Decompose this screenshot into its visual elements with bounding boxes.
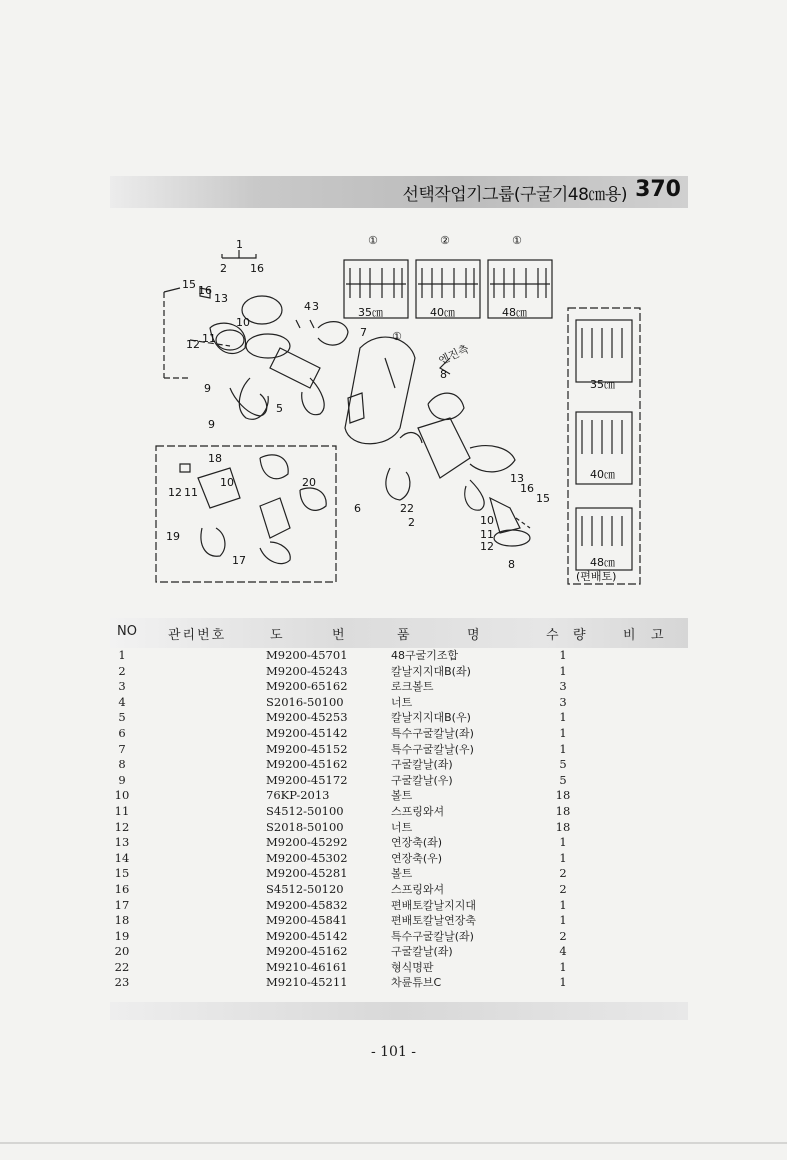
exploded-parts-diagram <box>150 228 660 600</box>
cell-name: 편배토칼날연장축 <box>391 914 477 928</box>
table-row <box>0 929 787 945</box>
cell-qty: 1 <box>559 897 567 912</box>
diagram-label: 11 <box>184 486 198 499</box>
table-row <box>0 679 787 695</box>
cell-name: 연장축(좌) <box>391 836 443 850</box>
cell-no: 6 <box>118 725 126 740</box>
cell-part: M9200-45152 <box>266 741 348 756</box>
cell-part: M9200-45142 <box>266 725 348 740</box>
table-row <box>0 882 787 898</box>
cell-qty: 1 <box>559 725 567 740</box>
diagram-label: 12 <box>168 486 182 499</box>
diagram-label: 2 <box>408 516 415 529</box>
cell-part: M9200-45292 <box>266 835 348 850</box>
diagram-label: ① <box>392 330 402 343</box>
cell-no: 17 <box>114 897 130 912</box>
cell-no: 4 <box>118 694 126 709</box>
cell-qty: 4 <box>559 944 567 959</box>
cell-qty: 3 <box>559 694 567 709</box>
diagram-label: 11 <box>202 332 216 345</box>
diagram-label: ① <box>512 234 522 247</box>
cell-part: M9200-45253 <box>266 710 348 725</box>
cell-name: 48구굴기조합 <box>391 649 459 662</box>
cell-name: 칼날지지대B(우) <box>391 711 471 725</box>
cell-no: 5 <box>118 710 126 725</box>
table-row <box>0 898 787 914</box>
diagram-label: 35㎝ <box>590 378 615 391</box>
diagram-label: 17 <box>232 554 246 567</box>
cell-no: 22 <box>114 959 130 974</box>
cell-qty: 1 <box>559 913 567 928</box>
cell-name: 너트 <box>391 695 413 709</box>
table-row <box>0 960 787 976</box>
cell-part: M9200-45832 <box>266 897 348 912</box>
col-no: NO <box>117 624 137 639</box>
diagram-label: 10 <box>236 316 250 329</box>
diagram-label: 3 <box>312 300 319 313</box>
cell-no: 19 <box>114 928 130 943</box>
cell-part: 76KP-2013 <box>266 788 330 803</box>
cell-qty: 1 <box>559 959 567 974</box>
cell-name: 차륜튜브C <box>391 976 442 990</box>
col-qty-1: 수 <box>546 628 559 643</box>
diagram-label: 1 <box>236 238 243 251</box>
cell-no: 11 <box>114 803 130 818</box>
cell-name: 구굴칼날(좌) <box>391 758 453 772</box>
col-drawing-1: 도 <box>270 628 283 643</box>
cell-name: 구굴칼날(좌) <box>391 945 453 959</box>
cell-qty: 18 <box>555 819 571 834</box>
cell-qty: 1 <box>559 663 567 678</box>
table-row <box>0 773 787 789</box>
cell-no: 12 <box>114 819 130 834</box>
diagram-label: 9 <box>204 382 211 395</box>
cell-qty: 18 <box>555 803 571 818</box>
cell-qty: 5 <box>559 757 567 772</box>
table-row <box>0 944 787 960</box>
cell-no: 2 <box>118 663 126 678</box>
diagram-label: (편배토) <box>576 570 617 583</box>
cell-no: 23 <box>114 975 130 990</box>
cell-name: 특수구굴칼날(좌) <box>391 726 474 740</box>
diagram-label: 9 <box>208 418 215 431</box>
cell-no: 3 <box>118 679 126 694</box>
table-row <box>0 835 787 851</box>
cell-name: 형식명판 <box>391 960 434 974</box>
parts-table <box>0 648 787 991</box>
diagram-label: 12 <box>186 338 200 351</box>
table-row <box>0 975 787 991</box>
diagram-label: 15 <box>536 492 550 505</box>
col-drawing-2: 번 <box>332 628 345 643</box>
diagram-label: 8 <box>440 368 447 381</box>
cell-qty: 2 <box>559 866 567 881</box>
diagram-label: 19 <box>166 530 180 543</box>
page-title: 선택작업기그룹(구굴기48㎝용) <box>402 185 627 205</box>
cell-no: 9 <box>118 772 126 787</box>
cell-name: 구굴칼날(우) <box>391 773 453 787</box>
col-item-2: 명 <box>467 628 480 643</box>
cell-part: M9210-46161 <box>266 959 348 974</box>
col-item-1: 품 <box>397 628 410 643</box>
cell-no: 13 <box>114 835 130 850</box>
cell-qty: 5 <box>559 772 567 787</box>
diagram-label: 35㎝ <box>358 306 383 319</box>
cell-no: 1 <box>118 648 126 662</box>
cell-no: 10 <box>114 788 130 803</box>
diagram-label: 10 <box>480 514 494 527</box>
diagram-label: ② <box>440 234 450 247</box>
diagram-label: 2 <box>220 262 227 275</box>
cell-part: M9200-45172 <box>266 772 348 787</box>
col-note-2: 고 <box>651 628 664 643</box>
diagram-label: 4 <box>304 300 311 313</box>
cell-part: M9200-45841 <box>266 913 348 928</box>
cell-part: M9200-45142 <box>266 928 348 943</box>
cell-name: 특수구굴칼날(우) <box>391 742 474 756</box>
cell-no: 20 <box>114 944 130 959</box>
diagram-label: 5 <box>276 402 283 415</box>
cell-part: M9200-45243 <box>266 663 348 678</box>
cell-part: M9200-45162 <box>266 757 348 772</box>
cell-qty: 1 <box>559 835 567 850</box>
diagram-label: 6 <box>354 502 361 515</box>
diagram-label: 16 <box>198 284 212 297</box>
table-row <box>0 695 787 711</box>
cell-no: 16 <box>114 881 130 896</box>
cell-part: M9200-45281 <box>266 866 348 881</box>
cell-no: 7 <box>118 741 126 756</box>
cell-part: M9200-45701 <box>266 648 348 662</box>
cell-part: S4512-50120 <box>266 881 344 896</box>
diagram-label: 15 <box>182 278 196 291</box>
cell-no: 18 <box>114 913 130 928</box>
table-row <box>0 742 787 758</box>
cell-qty: 1 <box>559 648 567 662</box>
cell-part: S2018-50100 <box>266 819 344 834</box>
cell-no: 14 <box>114 850 130 865</box>
cell-qty: 2 <box>559 928 567 943</box>
table-row <box>0 913 787 929</box>
table-row <box>0 866 787 882</box>
cell-part: M9200-45302 <box>266 850 348 865</box>
cell-no: 8 <box>118 757 126 772</box>
cell-name: 칼날지지대B(좌) <box>391 664 471 678</box>
diagram-label: 12 <box>480 540 494 553</box>
section-code: 370 <box>635 177 681 202</box>
table-row <box>0 804 787 820</box>
cell-part: S4512-50100 <box>266 803 344 818</box>
diagram-label: 11 <box>480 528 494 541</box>
diagram-label: 16 <box>250 262 264 275</box>
table-row <box>0 788 787 804</box>
table-row <box>0 648 787 664</box>
cell-qty: 1 <box>559 741 567 756</box>
cell-part: M9200-65162 <box>266 679 348 694</box>
page-edge <box>0 1142 787 1144</box>
cell-part: M9210-45211 <box>266 975 348 990</box>
cell-qty: 3 <box>559 679 567 694</box>
table-row <box>0 757 787 773</box>
table-row <box>0 851 787 867</box>
diagram-label: 18 <box>208 452 222 465</box>
table-row <box>0 726 787 742</box>
col-qty-2: 량 <box>573 628 586 643</box>
diagram-label: 8 <box>508 558 515 571</box>
diagram-label: 22 <box>400 502 414 515</box>
diagram-label: ① <box>368 234 378 247</box>
page-number: - 101 - <box>370 1044 417 1060</box>
cell-qty: 1 <box>559 975 567 990</box>
diagram-label: 10 <box>220 476 234 489</box>
cell-name: 로크볼트 <box>391 680 434 694</box>
cell-qty: 2 <box>559 881 567 896</box>
diagram-label: 7 <box>360 326 367 339</box>
diagram-label: 13 <box>510 472 524 485</box>
diagram-label: 16 <box>520 482 534 495</box>
diagram-label: 20 <box>302 476 316 489</box>
cell-part: S2016-50100 <box>266 694 344 709</box>
cell-name: 연장축(우) <box>391 851 443 865</box>
cell-part: M9200-45162 <box>266 944 348 959</box>
cell-name: 스프링와셔 <box>391 882 445 896</box>
cell-name: 스프링와셔 <box>391 804 445 818</box>
cell-name: 너트 <box>391 820 413 834</box>
col-mgmt-no: 관리번호 <box>168 628 227 643</box>
diagram-label: 13 <box>214 292 228 305</box>
diagram-label: 40㎝ <box>590 468 615 481</box>
cell-qty: 1 <box>559 710 567 725</box>
table-row <box>0 664 787 680</box>
table-row <box>0 820 787 836</box>
cell-no: 15 <box>114 866 130 881</box>
cell-name: 볼트 <box>391 789 413 803</box>
cell-name: 볼트 <box>391 867 413 881</box>
diagram-label: 48㎝ <box>590 556 615 569</box>
cell-qty: 18 <box>555 788 571 803</box>
diagram-label: 엔진측 <box>436 342 471 368</box>
diagram-label: 48㎝ <box>502 306 527 319</box>
cell-name: 편배토칼날지지대 <box>391 898 477 912</box>
col-note-1: 비 <box>623 628 636 643</box>
table-bottom-band <box>110 1002 688 1020</box>
cell-name: 특수구굴칼날(좌) <box>391 929 474 943</box>
table-row <box>0 710 787 726</box>
diagram-label: 40㎝ <box>430 306 455 319</box>
cell-qty: 1 <box>559 850 567 865</box>
